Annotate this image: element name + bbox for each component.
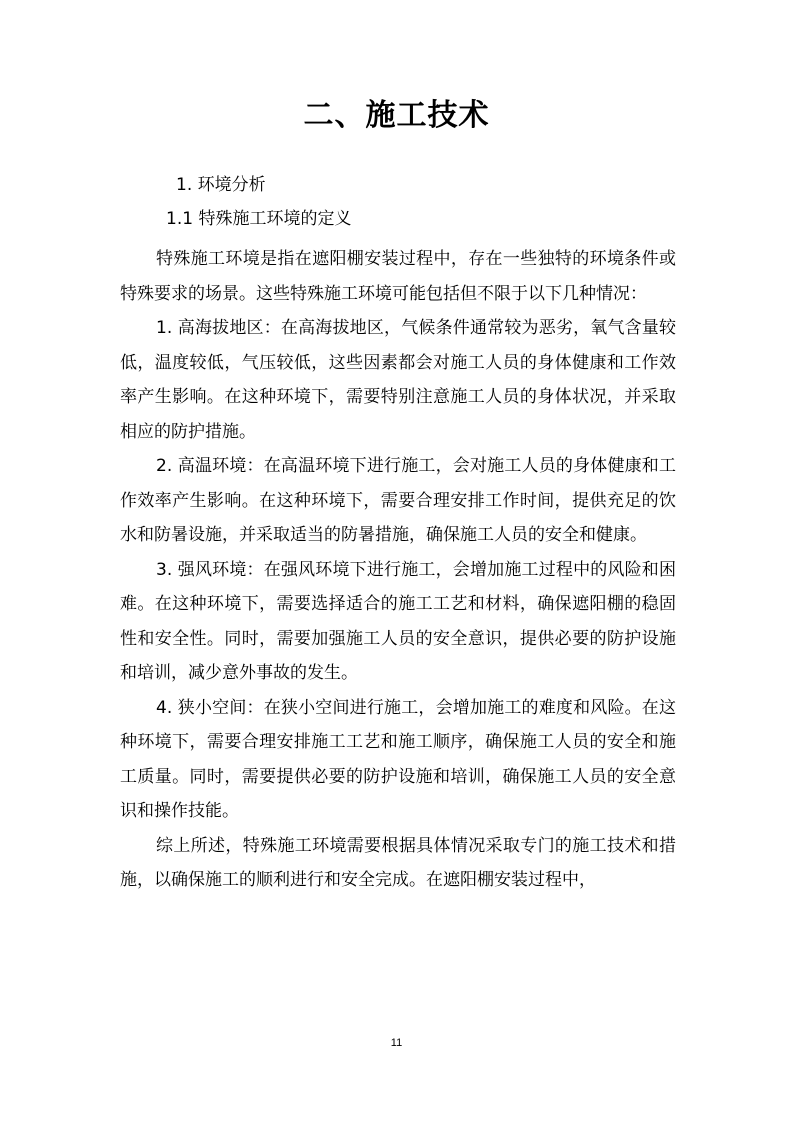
subsection-heading: 1.1 特殊施工环境的定义 bbox=[166, 209, 352, 229]
paragraph-summary: 综上所述，特殊施工环境需要根据具体情况采取专门的施工技术和措施，以确保施工的顺利进行和安全完成。在遮阳棚安装过程中， bbox=[120, 835, 676, 890]
paragraph-high-temperature: 2. 高温环境：在高温环境下进行施工，会对施工人员的身体健康和工作效率产生影响。在这种环境下，需要合理安排工作时间，提供充足的饮水和防暑设施，并采取适当的防暑措施，确保施工人员的安全和健康。 bbox=[120, 456, 676, 545]
paragraph-narrow-space: 4. 狭小空间：在狭小空间进行施工，会增加施工的难度和风险。在这种环境下，需要合理安排施工工艺和施工顺序，确保施工人员的安全和施工质量。同时，需要提供必要的防护设施和培训，确保施工人员的安全意识和操作技能。 bbox=[120, 697, 676, 821]
section-heading: 1. 环境分析 bbox=[176, 175, 266, 195]
paragraph-definition: 特殊施工环境是指在遮阳棚安装过程中，存在一些独特的环境条件或特殊要求的场景。这些特殊施工环境可能包括但不限于以下几种情况： bbox=[120, 249, 676, 304]
paragraph-strong-wind: 3. 强风环境：在强风环境下进行施工，会增加施工过程中的风险和困难。在这种环境下，需要选择适合的施工工艺和材料，确保遮阳棚的稳固性和安全性。同时，需要加强施工人员的安全意识，提供必要的防护设施和培训，减少意外事故的发生。 bbox=[120, 559, 676, 683]
page-title: 二、施工技术 bbox=[303, 98, 490, 133]
paragraph-high-altitude: 1. 高海拔地区：在高海拔地区，气候条件通常较为恶劣，氧气含量较低，温度较低，气压较低，这些因素都会对施工人员的身体健康和工作效率产生影响。在这种环境下，需要特别注意施工人员的身体状况，并采取相应的防护措施。 bbox=[120, 318, 676, 442]
body-text bbox=[120, 242, 676, 898]
page-number: 11 bbox=[390, 1037, 403, 1049]
